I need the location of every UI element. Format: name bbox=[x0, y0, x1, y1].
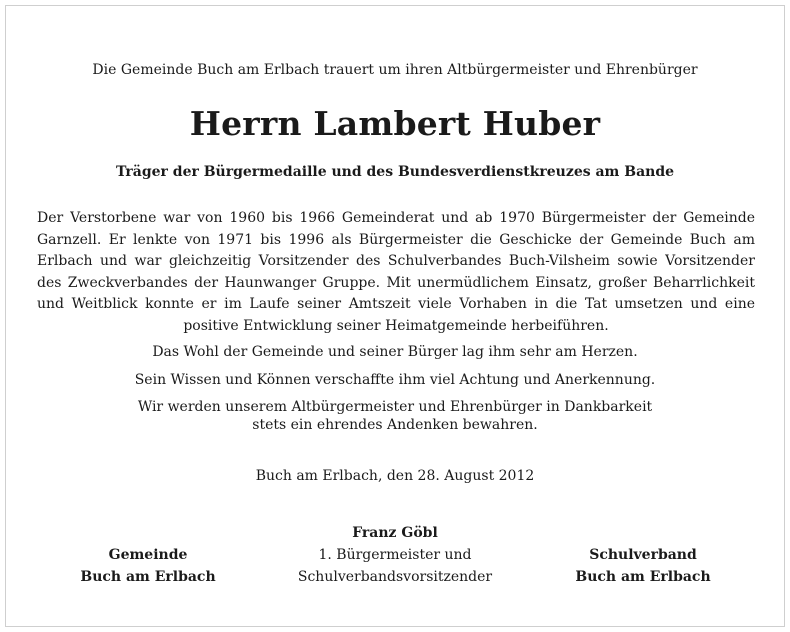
signature-center-line1: 1. Bürgermeister und bbox=[318, 547, 472, 563]
memory-line-2: stets ein ehrendes Andenken bewahren. bbox=[252, 417, 538, 433]
signature-center bbox=[275, 522, 515, 588]
knowledge-line: Sein Wissen und Können verschaffte ihm viel Achtung und Anerkennung. bbox=[134, 372, 656, 388]
signature-left bbox=[28, 544, 268, 588]
signature-right-line2: Buch am Erlbach bbox=[575, 569, 711, 585]
deceased-name: Herrn Lambert Huber bbox=[189, 104, 601, 143]
biography-paragraph: Der Verstorbene war von 1960 bis 1966 Gemeinderat und ab 1970 Bürgermeister der Gemeinde Garnzell. Er lenkte von 1971 bis 1996 als Bürgermeister die Geschicke der Gemeinde Buch am Erlbach und war gleichzeitig Vorsitzender des Schulverbandes Buch-Vilsheim sowie Vorsitzender des Zweckverbandes der Haunwanger Gruppe. Mit unermüdlichem Einsatz, großer Beharrlichkeit und Weitblick konnte er im Laufe seiner Amtszeit viele Vorhaben in die Tat umsetzen und eine positive Entwicklung seiner Heimatgemeinde herbeiführen. bbox=[37, 210, 755, 334]
intro-line: Die Gemeinde Buch am Erlbach trauert um ihren Altbürgermeister und Ehrenbürger bbox=[92, 62, 698, 78]
signature-right-line1: Schulverband bbox=[589, 547, 697, 563]
signature-left-line2: Buch am Erlbach bbox=[80, 569, 216, 585]
signature-center-line2: Schulverbandsvorsitzender bbox=[297, 569, 493, 585]
signature-left-line1: Gemeinde bbox=[108, 547, 188, 563]
memory-line-1: Wir werden unserem Altbürgermeister und Ehrenbürger in Dankbarkeit bbox=[137, 399, 653, 415]
place-date: Buch am Erlbach, den 28. August 2012 bbox=[255, 468, 535, 484]
honors-subtitle: Träger der Bürgermedaille und des Bundesverdienstkreuzes am Bande bbox=[115, 164, 675, 180]
welfare-line: Das Wohl der Gemeinde und seiner Bürger lag ihm sehr am Herzen. bbox=[152, 344, 638, 360]
signature-center-name: Franz Göbl bbox=[352, 525, 438, 541]
signature-right bbox=[523, 544, 763, 588]
